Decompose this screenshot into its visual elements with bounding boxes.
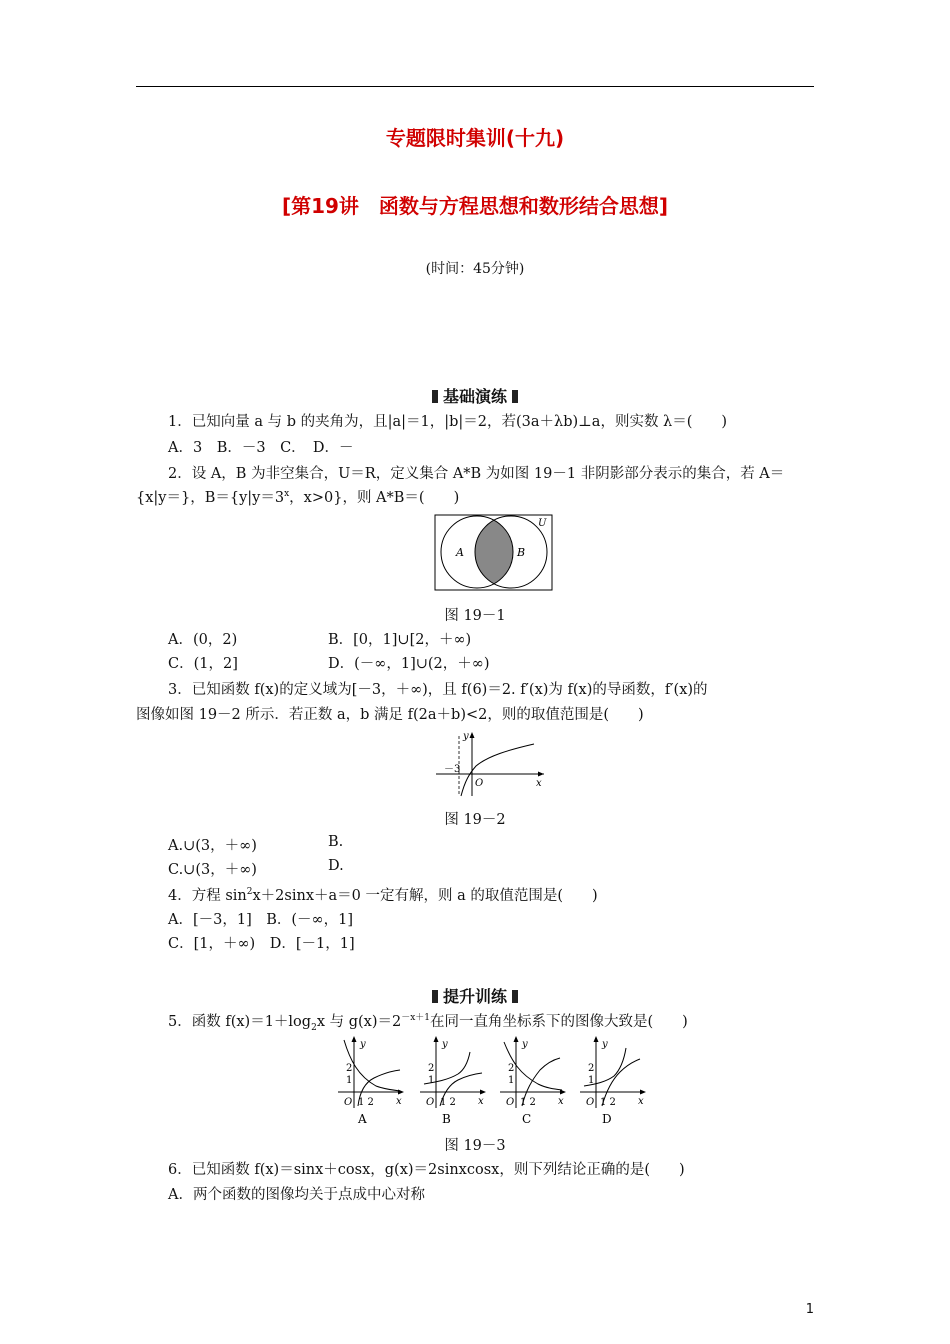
graph-d [578, 1034, 648, 1126]
header-rule [136, 86, 814, 87]
svg-text:x: x [478, 1096, 484, 1107]
svg-text:1 2: 1 2 [600, 1097, 616, 1108]
page-number: 1 [805, 1302, 814, 1317]
q1-options: A．3 B．－3 C． D．－ [168, 440, 354, 456]
svg-text:O: O [344, 1097, 353, 1108]
q3-option-b: B. [328, 834, 344, 850]
q3-option-a: A.∪(3，＋∞) [168, 838, 257, 854]
label-y: y [463, 731, 469, 742]
q4-stem: 4．方程 $\sin^2x+2\sin x+a=0$ 一定有解，则 a 的取值范围是( ) [168, 887, 598, 904]
fig-19-2-caption: 图 19－2 [444, 812, 506, 828]
fig-19-1-caption: 图 19－1 [444, 608, 506, 624]
svg-text:1: 1 [508, 1075, 515, 1086]
svg-text:1: 1 [428, 1075, 435, 1086]
q6-option-a: A．两个函数的图像均关于点成中心对称 [168, 1187, 425, 1203]
q2-option-a: A．(0，2) [168, 632, 238, 648]
graph-b-letter: B [442, 1112, 451, 1126]
svg-text:O: O [426, 1097, 435, 1108]
svg-text:O: O [586, 1097, 595, 1108]
label-x: x [536, 778, 542, 789]
graph-d-letter: D [602, 1112, 612, 1126]
svg-text:2: 2 [346, 1063, 353, 1074]
graph-c-letter: C [522, 1112, 532, 1126]
q4-options-1: A．[－3，1] B．(－∞，1] [168, 912, 354, 928]
graph-c [498, 1034, 568, 1126]
svg-text:2: 2 [588, 1063, 595, 1074]
page-subtitle: [第19讲 函数与方程思想和数形结合思想] [281, 194, 669, 218]
page-title: 专题限时集训(十九) [385, 126, 565, 150]
q3-stem-line2: 图像如图 19－2 所示．若正数 a，b 满足 f(2a＋b)<2，则的取值范围是( ) [136, 707, 644, 723]
venn-diagram [434, 512, 554, 592]
graph-b [418, 1034, 488, 1126]
fig-19-3-caption: 图 19－3 [444, 1138, 506, 1154]
q2-option-d: D．(－∞，1]∪(2，＋∞) [328, 656, 490, 672]
svg-text:2: 2 [428, 1063, 435, 1074]
graph-a [336, 1034, 406, 1126]
q3-stem-line1: 3．已知函数 f(x)的定义域为[－3，＋∞)，且 f(6)＝2. f′(x)为 f(x)的导函数，f′(x)的 [168, 682, 708, 698]
label-b: B [517, 546, 526, 559]
q4-options-2: C．[1，＋∞) D．[－1，1] [168, 936, 355, 952]
svg-text:y: y [360, 1039, 366, 1050]
svg-text:x: x [558, 1096, 564, 1107]
svg-text:O: O [506, 1097, 515, 1108]
svg-text:2: 2 [508, 1063, 515, 1074]
svg-text:1: 1 [588, 1075, 595, 1086]
derivative-graph [432, 726, 548, 798]
svg-text:1 2: 1 2 [520, 1097, 536, 1108]
q2-option-b: B．[0，1]∪[2，＋∞) [328, 632, 472, 648]
label-a: A [456, 546, 464, 559]
section-advanced: 提升训练 [0, 984, 950, 1007]
section-basic: 基础演练 [0, 384, 950, 407]
label-u: U [538, 518, 547, 529]
svg-text:y: y [522, 1039, 528, 1050]
label-neg3: －3 [444, 764, 461, 775]
svg-text:x: x [396, 1096, 402, 1107]
q3-option-c: C.∪(3，＋∞) [168, 862, 257, 878]
time-limit: (时间：45分钟) [425, 261, 525, 277]
svg-text:y: y [442, 1039, 448, 1050]
svg-text:1 2: 1 2 [358, 1097, 374, 1108]
q1-stem: 1．已知向量 a 与 b 的夹角为，且|a|＝1，|b|＝2，若(3a＋λb)⊥a，则实数 λ＝( ) [168, 414, 728, 430]
q2-option-c: C．(1，2] [168, 656, 238, 672]
q2-stem-line2: {x|y＝}，$B=\{y|y=3^x$，x>0}，则 A*B＝( ) [136, 489, 460, 506]
svg-text:y: y [602, 1039, 608, 1050]
q2-stem-line1: 2．设 A，B 为非空集合，U＝R，定义集合 A*B 为如图 19－1 非阴影部分表示的集合，若 A＝ [168, 466, 785, 482]
graph-a-letter: A [358, 1112, 367, 1126]
svg-text:1 2: 1 2 [440, 1097, 456, 1108]
q6-stem: 6．已知函数 f(x)＝sinx＋cosx，g(x)＝2sinxcosx，则下列结论正确的是( ) [168, 1162, 685, 1178]
svg-text:1: 1 [346, 1075, 353, 1086]
q3-option-d: D. [328, 858, 344, 874]
q5-stem: 5．函数 $f(x)=1+\log_2x$ 与 $g(x)=2^{-x+1}$在同一直角坐标系下的图像大致是( ) [168, 1013, 688, 1033]
label-o: O [475, 778, 484, 789]
svg-text:x: x [638, 1096, 644, 1107]
